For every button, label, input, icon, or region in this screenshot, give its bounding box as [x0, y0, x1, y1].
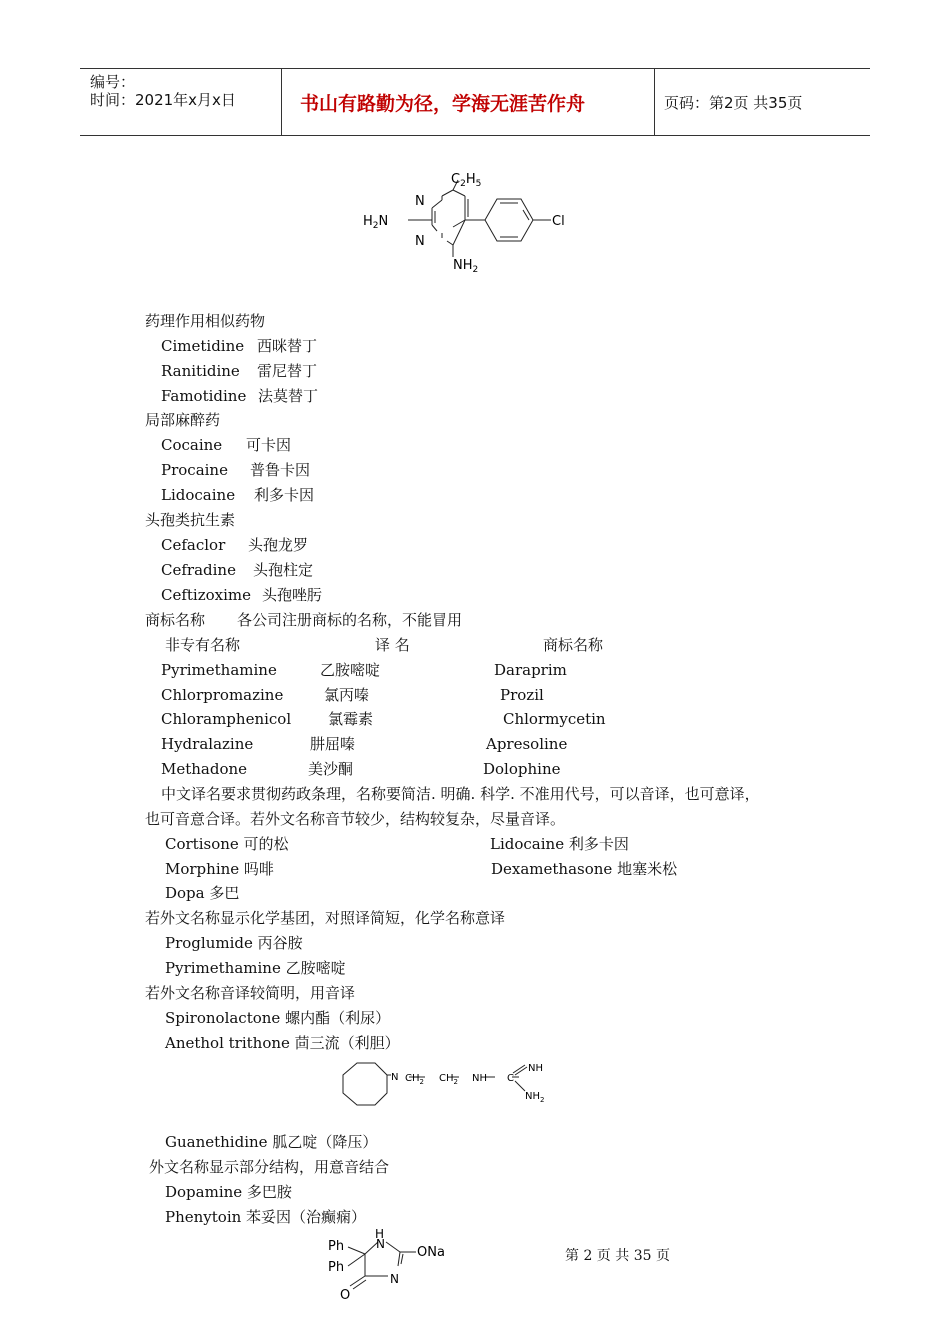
text-line: 也可音意合译。若外文名称音节较少，结构较复杂，尽量音译。	[145, 810, 566, 828]
text-line: Cortisone 可的松 Lidocaine 利多卡因	[165, 835, 629, 853]
phenytoin-structure	[320, 1228, 460, 1304]
header-motto: 书山有路勤为径，学海无涯苦作舟	[300, 93, 586, 115]
ring-n-label: N	[391, 1072, 399, 1083]
text-line: Cimetidine 西咪替丁	[161, 337, 318, 355]
h-label: H	[375, 1228, 385, 1241]
nh-label: NH	[472, 1073, 487, 1084]
ch2-label-1: $CH_2$	[405, 1073, 424, 1086]
text-line: Famotidine 法莫替丁	[161, 387, 319, 405]
text-line: Procaine 普鲁卡因	[161, 461, 311, 479]
n-label-top: N	[376, 1237, 385, 1251]
text-line: Dopa 多巴	[165, 884, 240, 902]
text-line: Ranitidine 雷尼替丁	[161, 362, 318, 380]
guanethidine-structure	[335, 1055, 565, 1115]
text-line: 局部麻醉药	[145, 411, 221, 429]
text-line: Lidocaine 利多卡因	[161, 486, 315, 504]
header-top-rule	[80, 68, 870, 69]
text-line: 若外文名称显示化学基团，对照译简短，化学名称意译	[145, 909, 506, 927]
header-page-info: 页码：第2页 共35页	[664, 94, 803, 112]
table-row: Chlorpromazine 氯丙嗪 Prozil	[161, 686, 544, 704]
text-line: Phenytoin 苯妥因（治癫痫）	[165, 1208, 367, 1226]
n-label-bottom: N	[390, 1272, 399, 1286]
ph-label-2: Ph	[328, 1260, 345, 1275]
ring-n-top: N	[415, 194, 425, 209]
ring-n-bottom: N	[415, 234, 425, 249]
text-line: Proglumide 丙谷胺	[165, 934, 303, 952]
pyrimethamine-structure	[355, 165, 575, 280]
c-label: C	[507, 1073, 514, 1084]
text-line: Cefradine 头孢柱定	[161, 561, 314, 579]
nh2-label: $NH_2$	[525, 1091, 545, 1104]
table-row: Methadone 美沙酮 Dolophine	[161, 760, 561, 778]
text-line: Spironolactone 螺内酯（利尿）	[165, 1009, 391, 1027]
text-line: 头孢类抗生素	[145, 511, 236, 529]
text-line: Morphine 吗啡 Dexamethasone 地塞米松	[165, 860, 678, 878]
text-line: Pyrimethamine 乙胺嘧啶	[165, 959, 346, 977]
ethyl-label: $C_2H_5$	[451, 172, 482, 189]
table-header-row: 非专有名称 译 名 商标名称	[165, 636, 604, 654]
ph-label-1: Ph	[328, 1239, 345, 1254]
text-line: 外文名称显示部分结构，用意音结合	[149, 1158, 390, 1176]
h2n-label: $H_2N$	[363, 214, 389, 231]
text-line: Guanethidine 胍乙啶（降压）	[165, 1133, 378, 1151]
table-row: Chloramphenicol 氯霉素 Chlormycetin	[161, 710, 606, 728]
o-label: O	[340, 1288, 351, 1303]
text-line: 若外文名称音译较简明，用音译	[145, 984, 356, 1002]
text-line: Cocaine 可卡因	[161, 436, 292, 454]
text-line: Ceftizoxime 头孢唑肟	[161, 586, 323, 604]
text-line: 商标名称 各公司注册商标的名称，不能冒用	[145, 611, 463, 629]
header-bottom-rule	[80, 135, 870, 136]
text-line: Anethol trithone 茴三流（利胆）	[165, 1034, 400, 1052]
header-time-label: 时间：2021年x月x日	[90, 91, 236, 109]
table-row: Pyrimethamine 乙胺嘧啶 Daraprim	[161, 661, 567, 679]
table-row: Hydralazine 肼屈嗪 Apresoline	[161, 735, 568, 753]
cl-label: Cl	[552, 214, 565, 229]
imine-nh-label: NH	[528, 1063, 543, 1074]
nh2-label: $NH_2$	[453, 258, 479, 275]
text-line: 药理作用相似药物	[145, 312, 266, 330]
header-divider-1	[281, 68, 282, 136]
text-line: 中文译名要求贯彻药政条理，名称要简洁. 明确. 科学. 不准用代号，可以音译，也可意译，	[161, 785, 760, 803]
text-line: Dopamine 多巴胺	[165, 1183, 292, 1201]
ch2-label-2: $CH_2$	[439, 1073, 458, 1086]
header-divider-2	[654, 68, 655, 136]
header-number-label: 编号：	[90, 73, 136, 91]
footer-page-info: 第 2 页 共 35 页	[565, 1248, 670, 1264]
ona-label: ONa	[417, 1245, 445, 1260]
text-line: Cefaclor 头孢龙罗	[161, 536, 309, 554]
